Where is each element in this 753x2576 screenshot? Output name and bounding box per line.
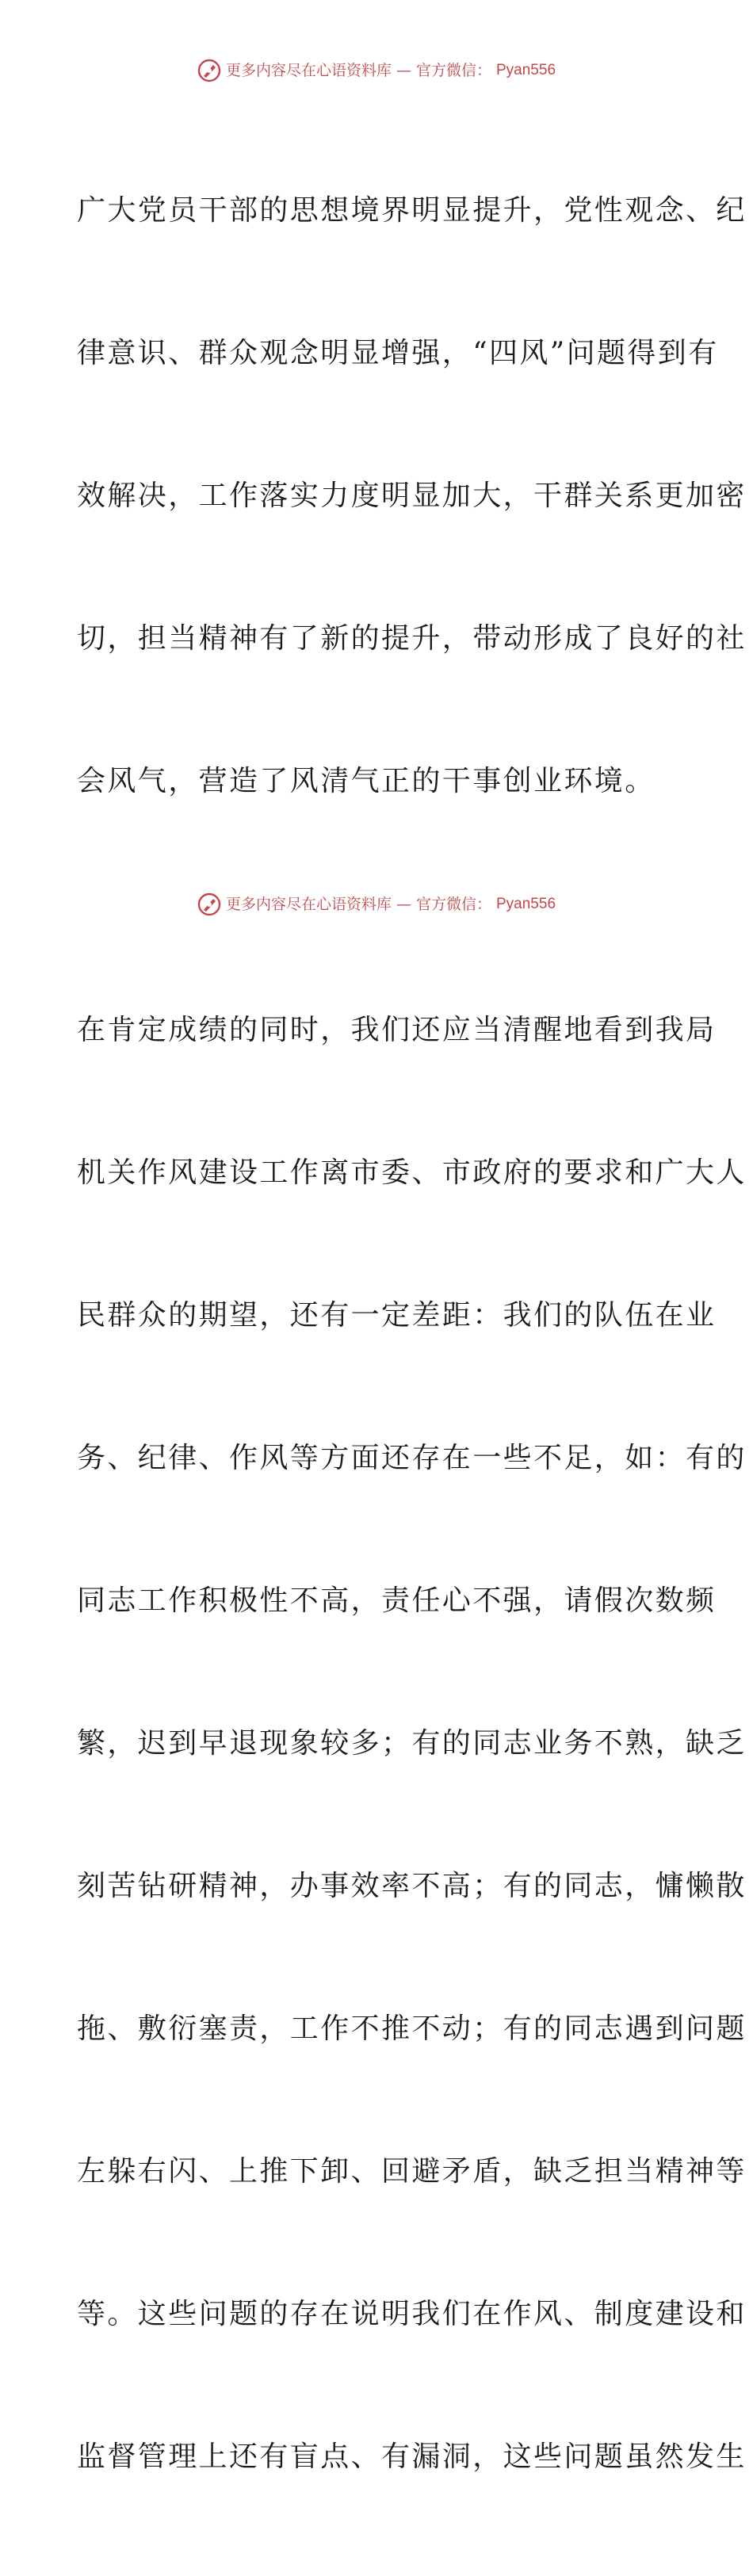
text-line: 切，担当精神有了新的提升，带动形成了良好的社 — [77, 622, 747, 655]
header-watermark — [0, 59, 753, 82]
text-line: 民群众的期望，还有一定差距：我们的队伍在业 — [77, 1299, 717, 1332]
watermark-contact-label: 官方微信： — [415, 62, 491, 79]
watermark-contact-label: 官方微信： — [415, 896, 491, 913]
paragraph-1 — [77, 92, 747, 900]
watermark-separator: — — [396, 62, 411, 79]
pen-logo-icon — [197, 892, 221, 916]
paragraph-2 — [77, 912, 747, 2576]
text-line: 机关作风建设工作离市委、市政府的要求和广大人 — [77, 1156, 747, 1189]
text-line: 左躲右闪、上推下卸、回避矛盾，缺乏担当精神等 — [77, 2155, 747, 2188]
text-line: 拖、敷衍塞责，工作不推不动；有的同志遇到问题 — [77, 2012, 747, 2045]
pen-logo-icon — [197, 59, 221, 82]
watermark-separator: — — [396, 896, 411, 913]
text-line: 繁，迟到早退现象较多；有的同志业务不熟，缺乏 — [77, 1727, 747, 1760]
document-body — [77, 92, 747, 2576]
watermark-text: 更多内容尽在心语资料库 — [225, 896, 392, 913]
text-line: 在肯定成绩的同时，我们还应当清醒地看到我局 — [77, 1014, 717, 1046]
watermark-contact-id: Pyan556 — [496, 896, 556, 912]
watermark-text: 更多内容尽在心语资料库 — [225, 62, 392, 79]
text-line: 效解决，工作落实力度明显加大，干群关系更加密 — [77, 480, 747, 512]
text-line: 务、纪律、作风等方面还存在一些不足，如：有的 — [77, 1442, 747, 1474]
text-line: 等。这些问题的存在说明我们在作风、制度建设和 — [77, 2298, 747, 2330]
footer-watermark — [0, 892, 753, 916]
text-line: 同志工作积极性不高，责任心不强，请假次数频 — [77, 1584, 717, 1617]
text-line: 会风气，营造了风清气正的干事创业环境。 — [77, 765, 656, 797]
text-line: 监督管理上还有盲点、有漏洞，这些问题虽然发生 — [77, 2440, 747, 2473]
text-line: 刻苦钻研精神，办事效率不高；有的同志，慵懒散 — [77, 1870, 747, 1902]
watermark-contact-id: Pyan556 — [496, 62, 556, 78]
text-line: 广大党员干部的思想境界明显提升，党性观念、纪 — [77, 194, 747, 227]
text-line: 律意识、群众观念明显增强，“四风”问题得到有 — [77, 337, 719, 369]
